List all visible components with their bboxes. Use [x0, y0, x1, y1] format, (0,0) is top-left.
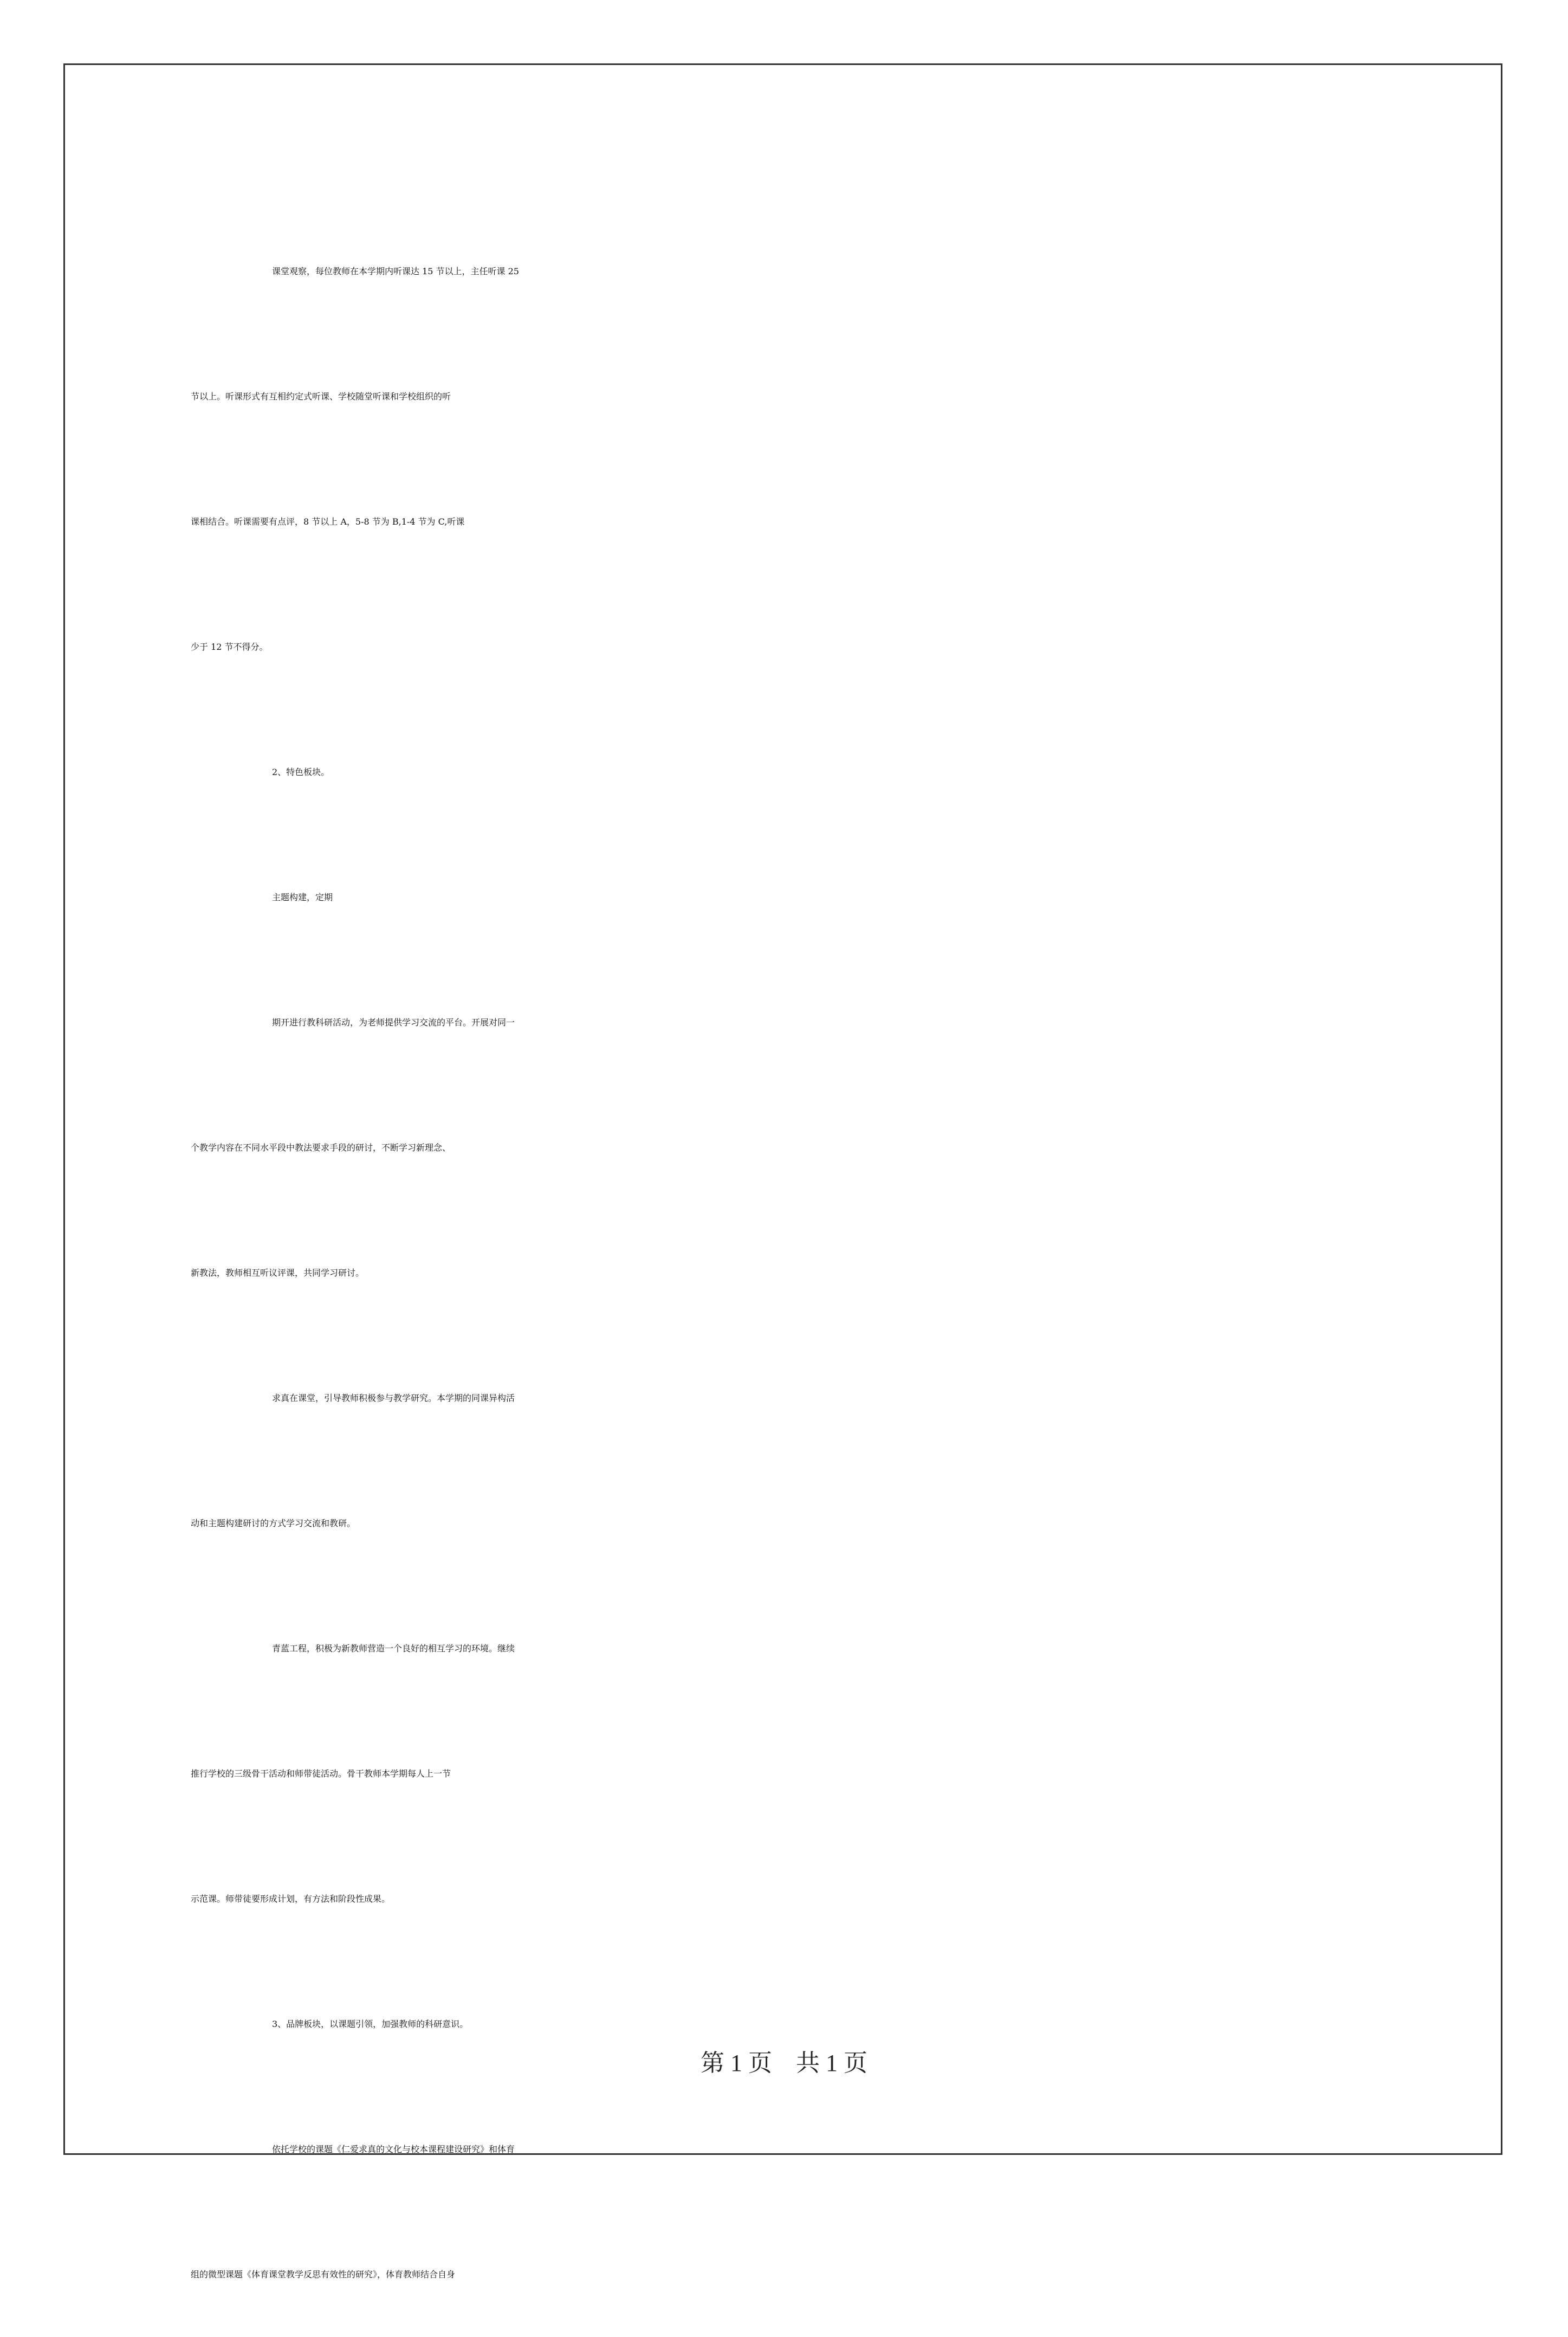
text-line: 新教法，教师相互听议评课，共同学习研讨。 [191, 1268, 365, 1278]
text-line: 期开进行教科研活动，为老师提供学习交流的平台。开展对同一 [272, 1017, 515, 1028]
text-line: 个教学内容在不同水平段中教法要求手段的研讨，不断学习新理念、 [191, 1142, 451, 1153]
text-line: 课相结合。听课需要有点评，8 节以上 A，5-8 节为 B,1-4 节为 C,听课 [191, 517, 465, 527]
text-line: 推行学校的三级骨干活动和师带徒活动。骨干教师本学期每人上一节 [191, 1768, 451, 1779]
text-line: 依托学校的课题《仁爱求真的文化与校本课程建设研究》和体育 [272, 2144, 515, 2154]
text-line: 示范课。师带徒要形成计划，有方法和阶段性成果。 [191, 1894, 391, 1904]
text-line: 动和主题构建研讨的方式学习交流和教研。 [191, 1518, 356, 1528]
text-line: 青蓝工程，积极为新教师营造一个良好的相互学习的环境。继续 [272, 1643, 515, 1654]
text-line: 课堂观察，每位教师在本学期内听课达 15 节以上，主任听课 25 [272, 266, 519, 276]
document-body [191, 209, 1388, 2337]
section-heading: 2、特色板块。 [272, 767, 330, 777]
text-line: 主题构建，定期 [272, 892, 333, 902]
text-line: 组的微型课题《体育课堂教学反思有效性的研究》，体育教师结合自身 [191, 2269, 456, 2280]
page-number-label: 第 1 页 共 1 页 [701, 2050, 867, 2076]
text-line: 少于 12 节不得分。 [191, 642, 268, 652]
text-line: 节以上。听课形式有互相约定式听课、学校随堂听课和学校组织的听 [191, 391, 451, 402]
page-footer [0, 2043, 1568, 2078]
section-heading: 3、品牌板块，以课题引领，加强教师的科研意识。 [272, 2019, 469, 2029]
text-line: 求真在课堂，引导教师积极参与教学研究。本学期的同课异构活 [272, 1393, 515, 1403]
